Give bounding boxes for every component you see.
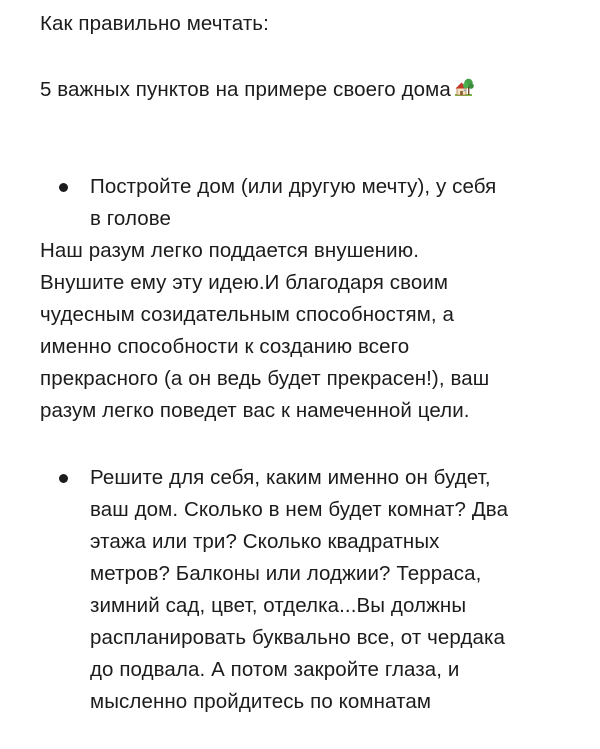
bullet-dot [59,183,68,192]
subtitle-text: 5 важных пунктов на примере своего дома [40,78,451,101]
note-subtitle [40,74,474,106]
paragraph-line: Внушите ему эту идею.И благодаря своим [40,271,449,294]
paragraph-line: разум легко поведет вас к намеченной цели. [40,399,470,422]
paragraph-line: Наш разум легко поддается внушению. [40,239,419,262]
paragraph-line: именно способности к созданию всего [40,335,410,358]
paragraph-line: чудесным созидательным способностям, а [40,303,455,326]
bullet-2-line: этажа или три? Сколько квадратных [90,530,440,553]
bullet-2-line: ваш дом. Сколько в нем будет комнат? Два [90,498,509,521]
bullet-2-line: мысленно пройдитесь по комнатам [90,690,432,713]
house-with-tree-icon [452,77,474,99]
bullet-2-line: до подвала. А потом закройте глаза, и [90,658,460,681]
bullet-2-line: Решите для себя, каким именно он будет, [90,466,491,489]
bullet-2-line: зимний сад, цвет, отделка...Вы должны [90,594,467,617]
paragraph-line: прекрасного (а он ведь будет прекрасен!), ваш [40,367,490,390]
bullet-2-line: распланировать буквально все, от чердака [90,626,506,649]
bullet-dot [59,474,68,483]
bullet-1-line: в голове [90,207,172,230]
note-title: Как правильно мечтать: [40,12,269,35]
bullet-2-line: метров? Балконы или лоджии? Терраса, [90,562,482,585]
bullet-1-line: Постройте дом (или другую мечту), у себя [90,175,497,198]
